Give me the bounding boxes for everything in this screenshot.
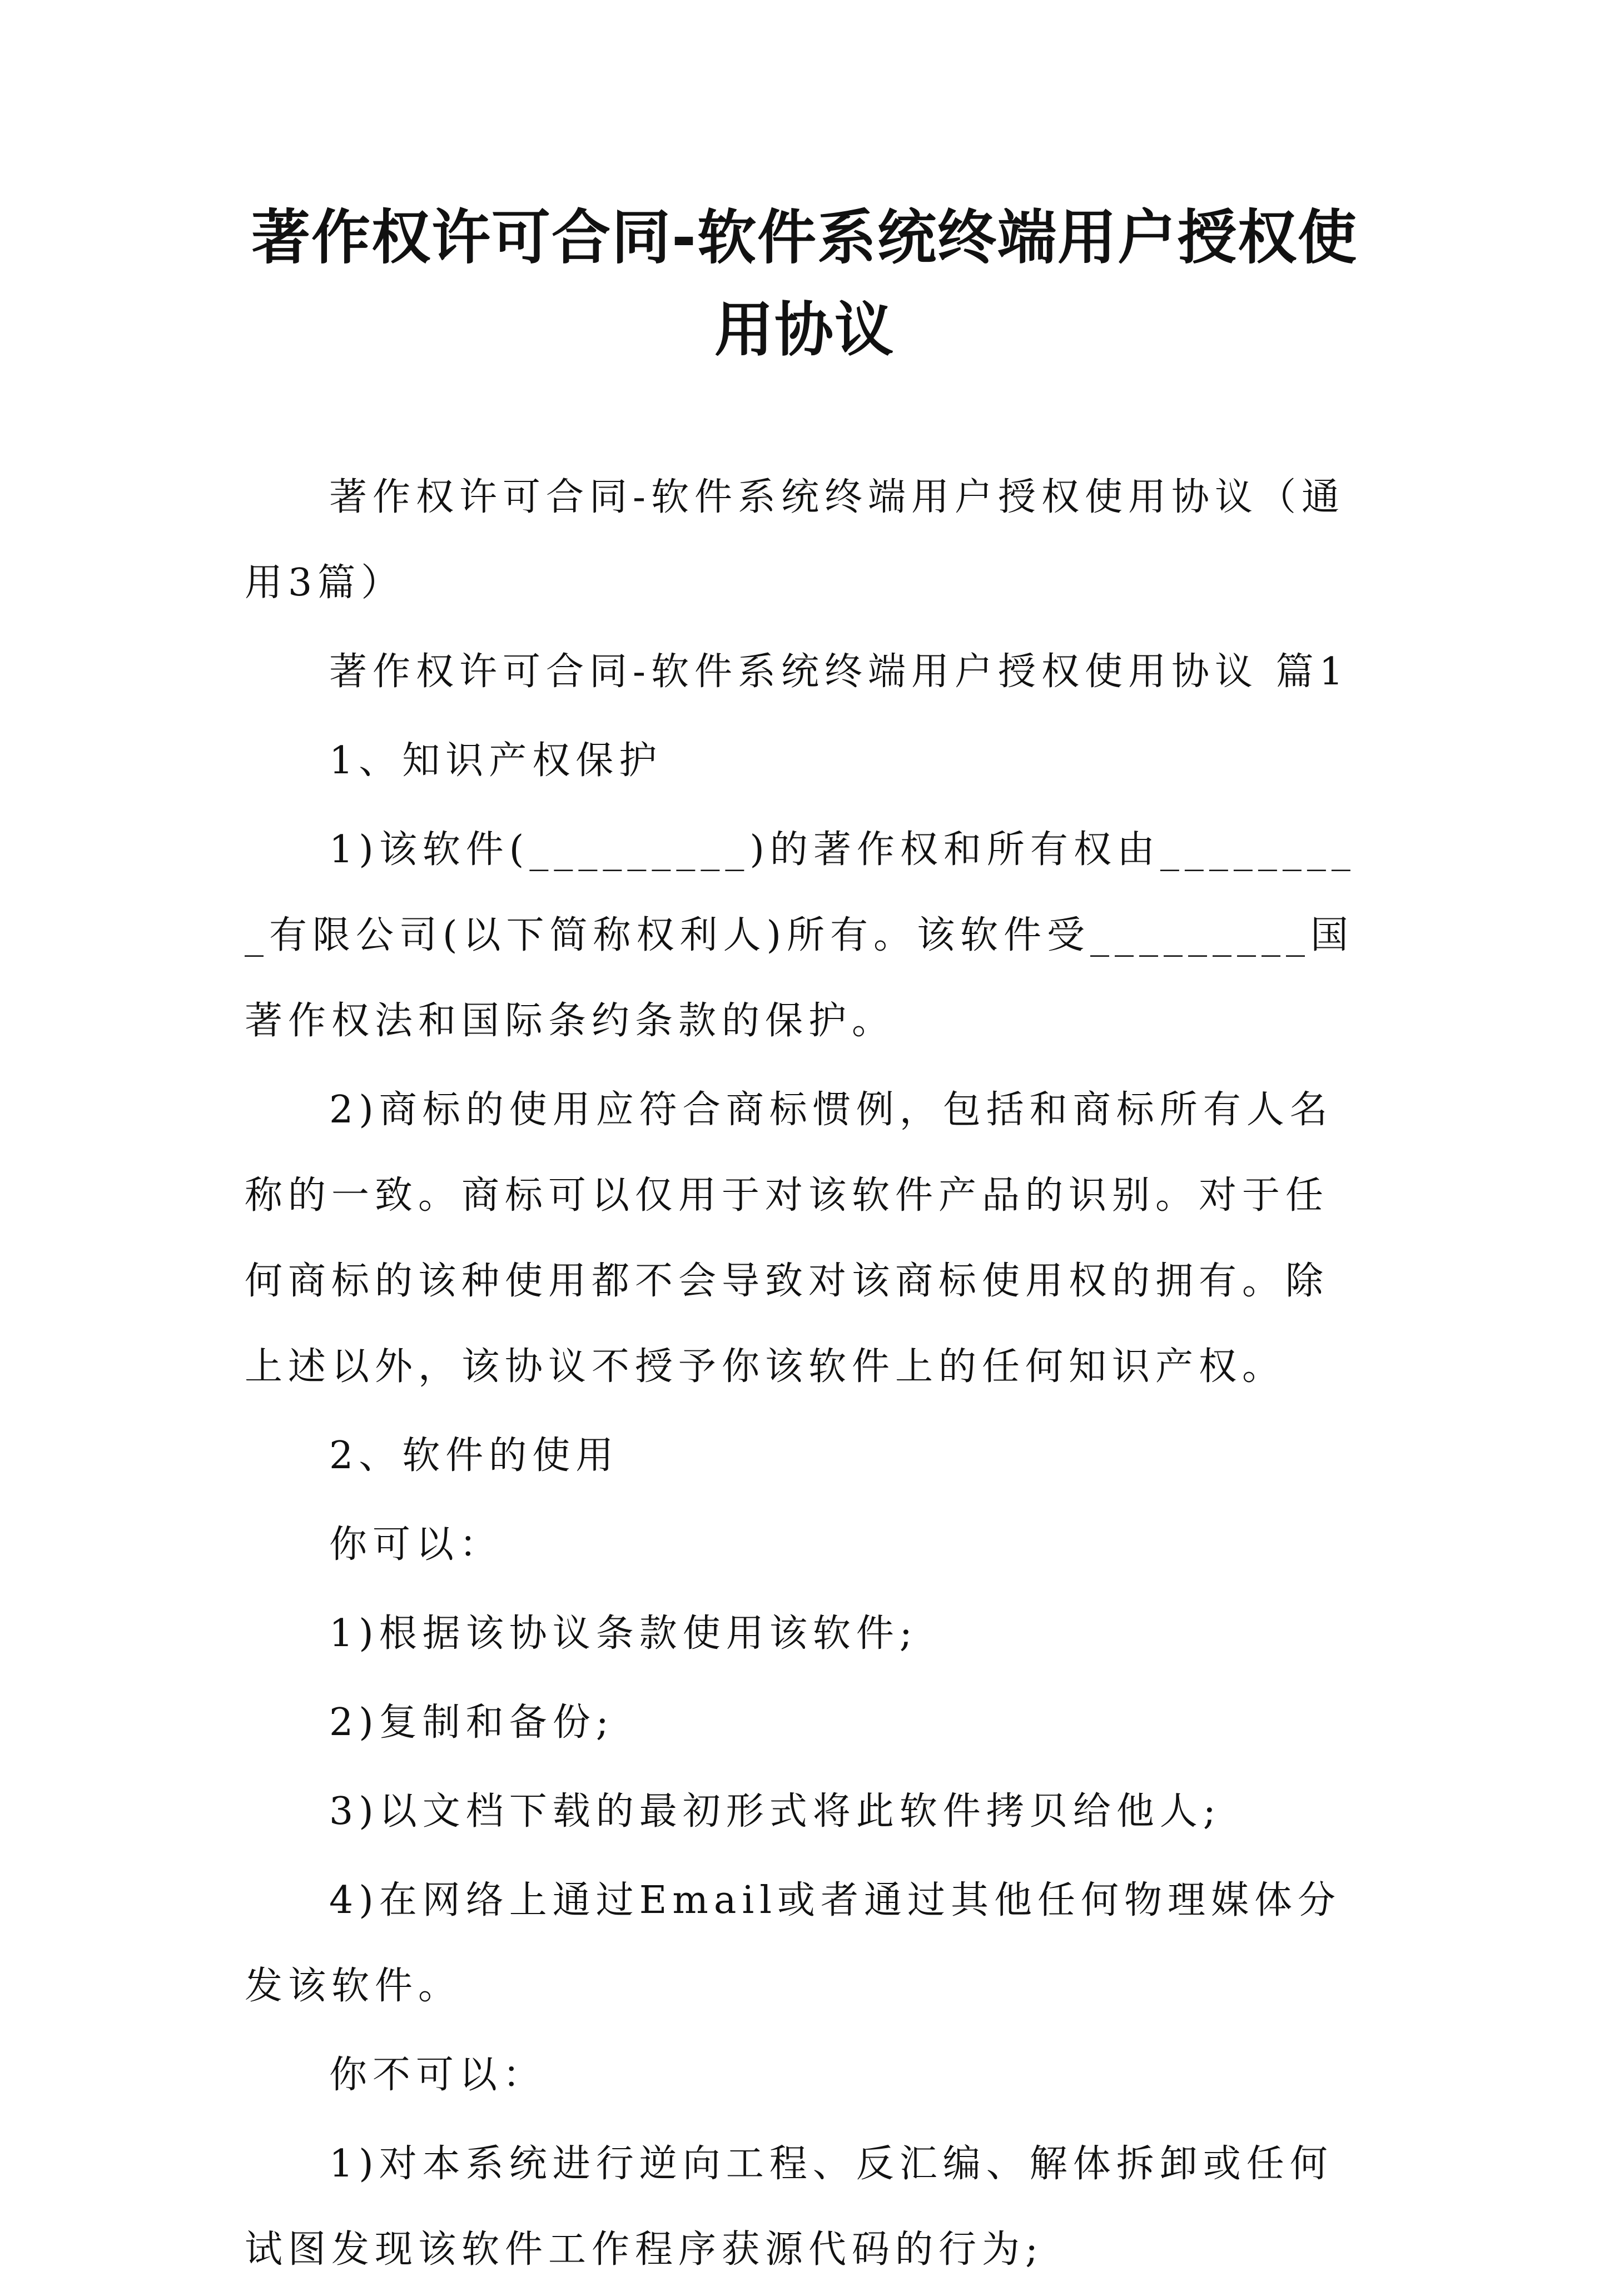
- section-heading-software-use: 2、软件的使用: [329, 1434, 619, 1478]
- section-heading-ip-protection: 1、知识产权保护: [329, 739, 663, 783]
- list-item-no-reverse-engineering: 1)对本系统进行逆向工程、反汇编、解体拆卸或任何试图发现该软件工作程序获源代码的行为;: [245, 2142, 1333, 2272]
- paragraph-subtitle: 著作权许可合同-软件系统终端用户授权使用协议（通用3篇）: [245, 475, 1345, 605]
- list-item-distribute: 4)在网络上通过Email或者通过其他任何物理媒体分发该软件。: [245, 1878, 1341, 2008]
- paragraph-you-may-not: 你不可以：: [329, 2053, 547, 2097]
- document-body: [245, 455, 1364, 2296]
- paragraph-part-heading: 著作权许可合同-软件系统终端用户授权使用协议 篇1: [329, 650, 1349, 694]
- list-item-copy-backup: 2)复制和备份;: [329, 1701, 614, 1745]
- paragraph-trademark-usage: 2)商标的使用应符合商标惯例，包括和商标所有人名称的一致。商标可以仅用于对该软件产品的识别。对于任何商标的该种使用都不会导致对该商标使用权的拥有。除上述以外，该协议不授予你该软件上的任何知识产权。: [245, 1088, 1333, 1389]
- paragraph-you-may: 你可以：: [329, 1523, 503, 1567]
- list-item-copy-to-others: 3)以文档下载的最初形式将此软件拷贝给他人;: [329, 1790, 1221, 1833]
- paragraph-copyright-ownership: 1)该软件(_________)的著作权和所有权由_________有限公司(以下简称权利人)所有。该软件受_________国著作权法和国际条约条款的保护。: [245, 828, 1356, 1043]
- document-title: 著作权许可合同-软件系统终端用户授权使用协议: [251, 203, 1358, 364]
- list-item-use-per-terms: 1)根据该协议条款使用该软件;: [329, 1612, 918, 1656]
